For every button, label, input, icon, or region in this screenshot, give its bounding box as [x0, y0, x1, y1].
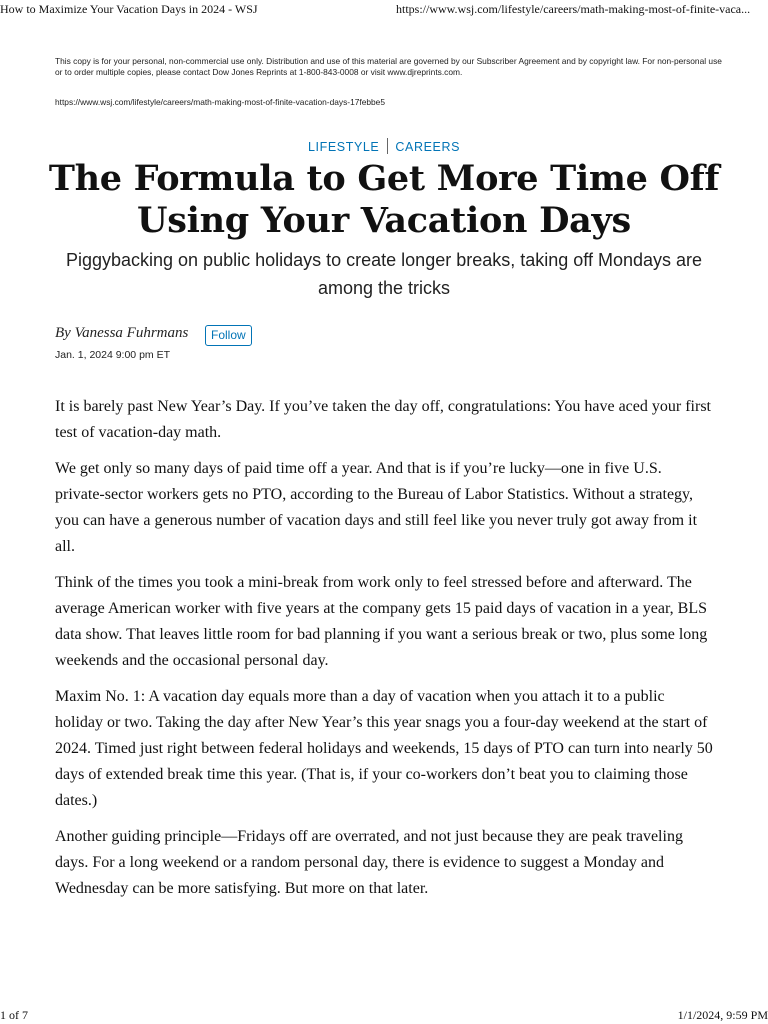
article-paragraph: It is barely past New Year’s Day. If you’ve taken the day off, congratulations: You have aced your first test of vacation-day math.	[55, 398, 711, 441]
article-paragraph: Maxim No. 1: A vacation day equals more than a day of vacation when you attach it to a public holiday or two. Taking the day after New Year’s this year snags you a four-day weekend at the start of 2024. Timed just right between federal holidays and weekends, 15 days of PTO can turn into nearly 50 days of extended break time this year. (That is, if your co-workers don’t beat you to claiming those dates.)	[55, 688, 713, 809]
follow-author-button[interactable]: Follow	[205, 325, 252, 346]
article-paragraph: We get only so many days of paid time off a year. And that is if you’re lucky—one in five U.S. private-sector workers gets no PTO, according to the Bureau of Labor Statistics. Without a strategy, you can have a generous number of vacation days and still feel like you never truly got away from it all.	[55, 460, 698, 555]
print-header-title: How to Maximize Your Vacation Days in 2024 - WSJ	[0, 2, 258, 16]
section-link-lifestyle[interactable]: LIFESTYLE	[307, 140, 380, 154]
section-link-careers[interactable]: CAREERS	[395, 140, 461, 154]
section-breadcrumb	[0, 138, 768, 154]
copyright-notice: This copy is for your personal, non-commercial use only. Distribution and use of this material are governed by our Subscriber Agreement and by copyright law. For non-personal use or to order multiple copies, please contact Dow Jones Reprints at 1-800-843-0008 or visit www.djreprints.com.	[55, 56, 722, 77]
headline: The Formula to Get More Time Off Using Your Vacation Days	[48, 158, 720, 241]
print-header-url: https://www.wsj.com/lifestyle/careers/math-making-most-of-finite-vaca...	[396, 2, 751, 16]
dek-subheadline: Piggybacking on public holidays to create longer breaks, taking off Mondays are among the tricks	[65, 250, 703, 298]
article-body	[55, 394, 715, 912]
author-byline: By Vanessa Fuhrmans	[55, 325, 189, 341]
article-paragraph: Another guiding principle—Fridays off are overrated, and not just because they are peak traveling days. For a long weekend or a random personal day, there is evidence to suggest a Monday and Wednesday can be more satisfying. But more on that later.	[55, 828, 683, 897]
section-divider	[387, 138, 388, 154]
article-url[interactable]: https://www.wsj.com/lifestyle/careers/math-making-most-of-finite-vacation-days-17febbe5	[55, 97, 386, 107]
print-date: 1/1/2024, 9:59 PM	[677, 1008, 768, 1022]
publish-timestamp: Jan. 1, 2024 9:00 pm ET	[55, 349, 170, 361]
print-page-count: 1 of 7	[0, 1008, 28, 1022]
article-paragraph: Think of the times you took a mini-break from work only to feel stressed before and afterward. The average American worker with five years at the company gets 15 paid days of vacation in a year, BLS data show. That leaves little room for bad planning if you want a serious break or two, plus some long weekends and the occasional personal day.	[55, 574, 708, 669]
